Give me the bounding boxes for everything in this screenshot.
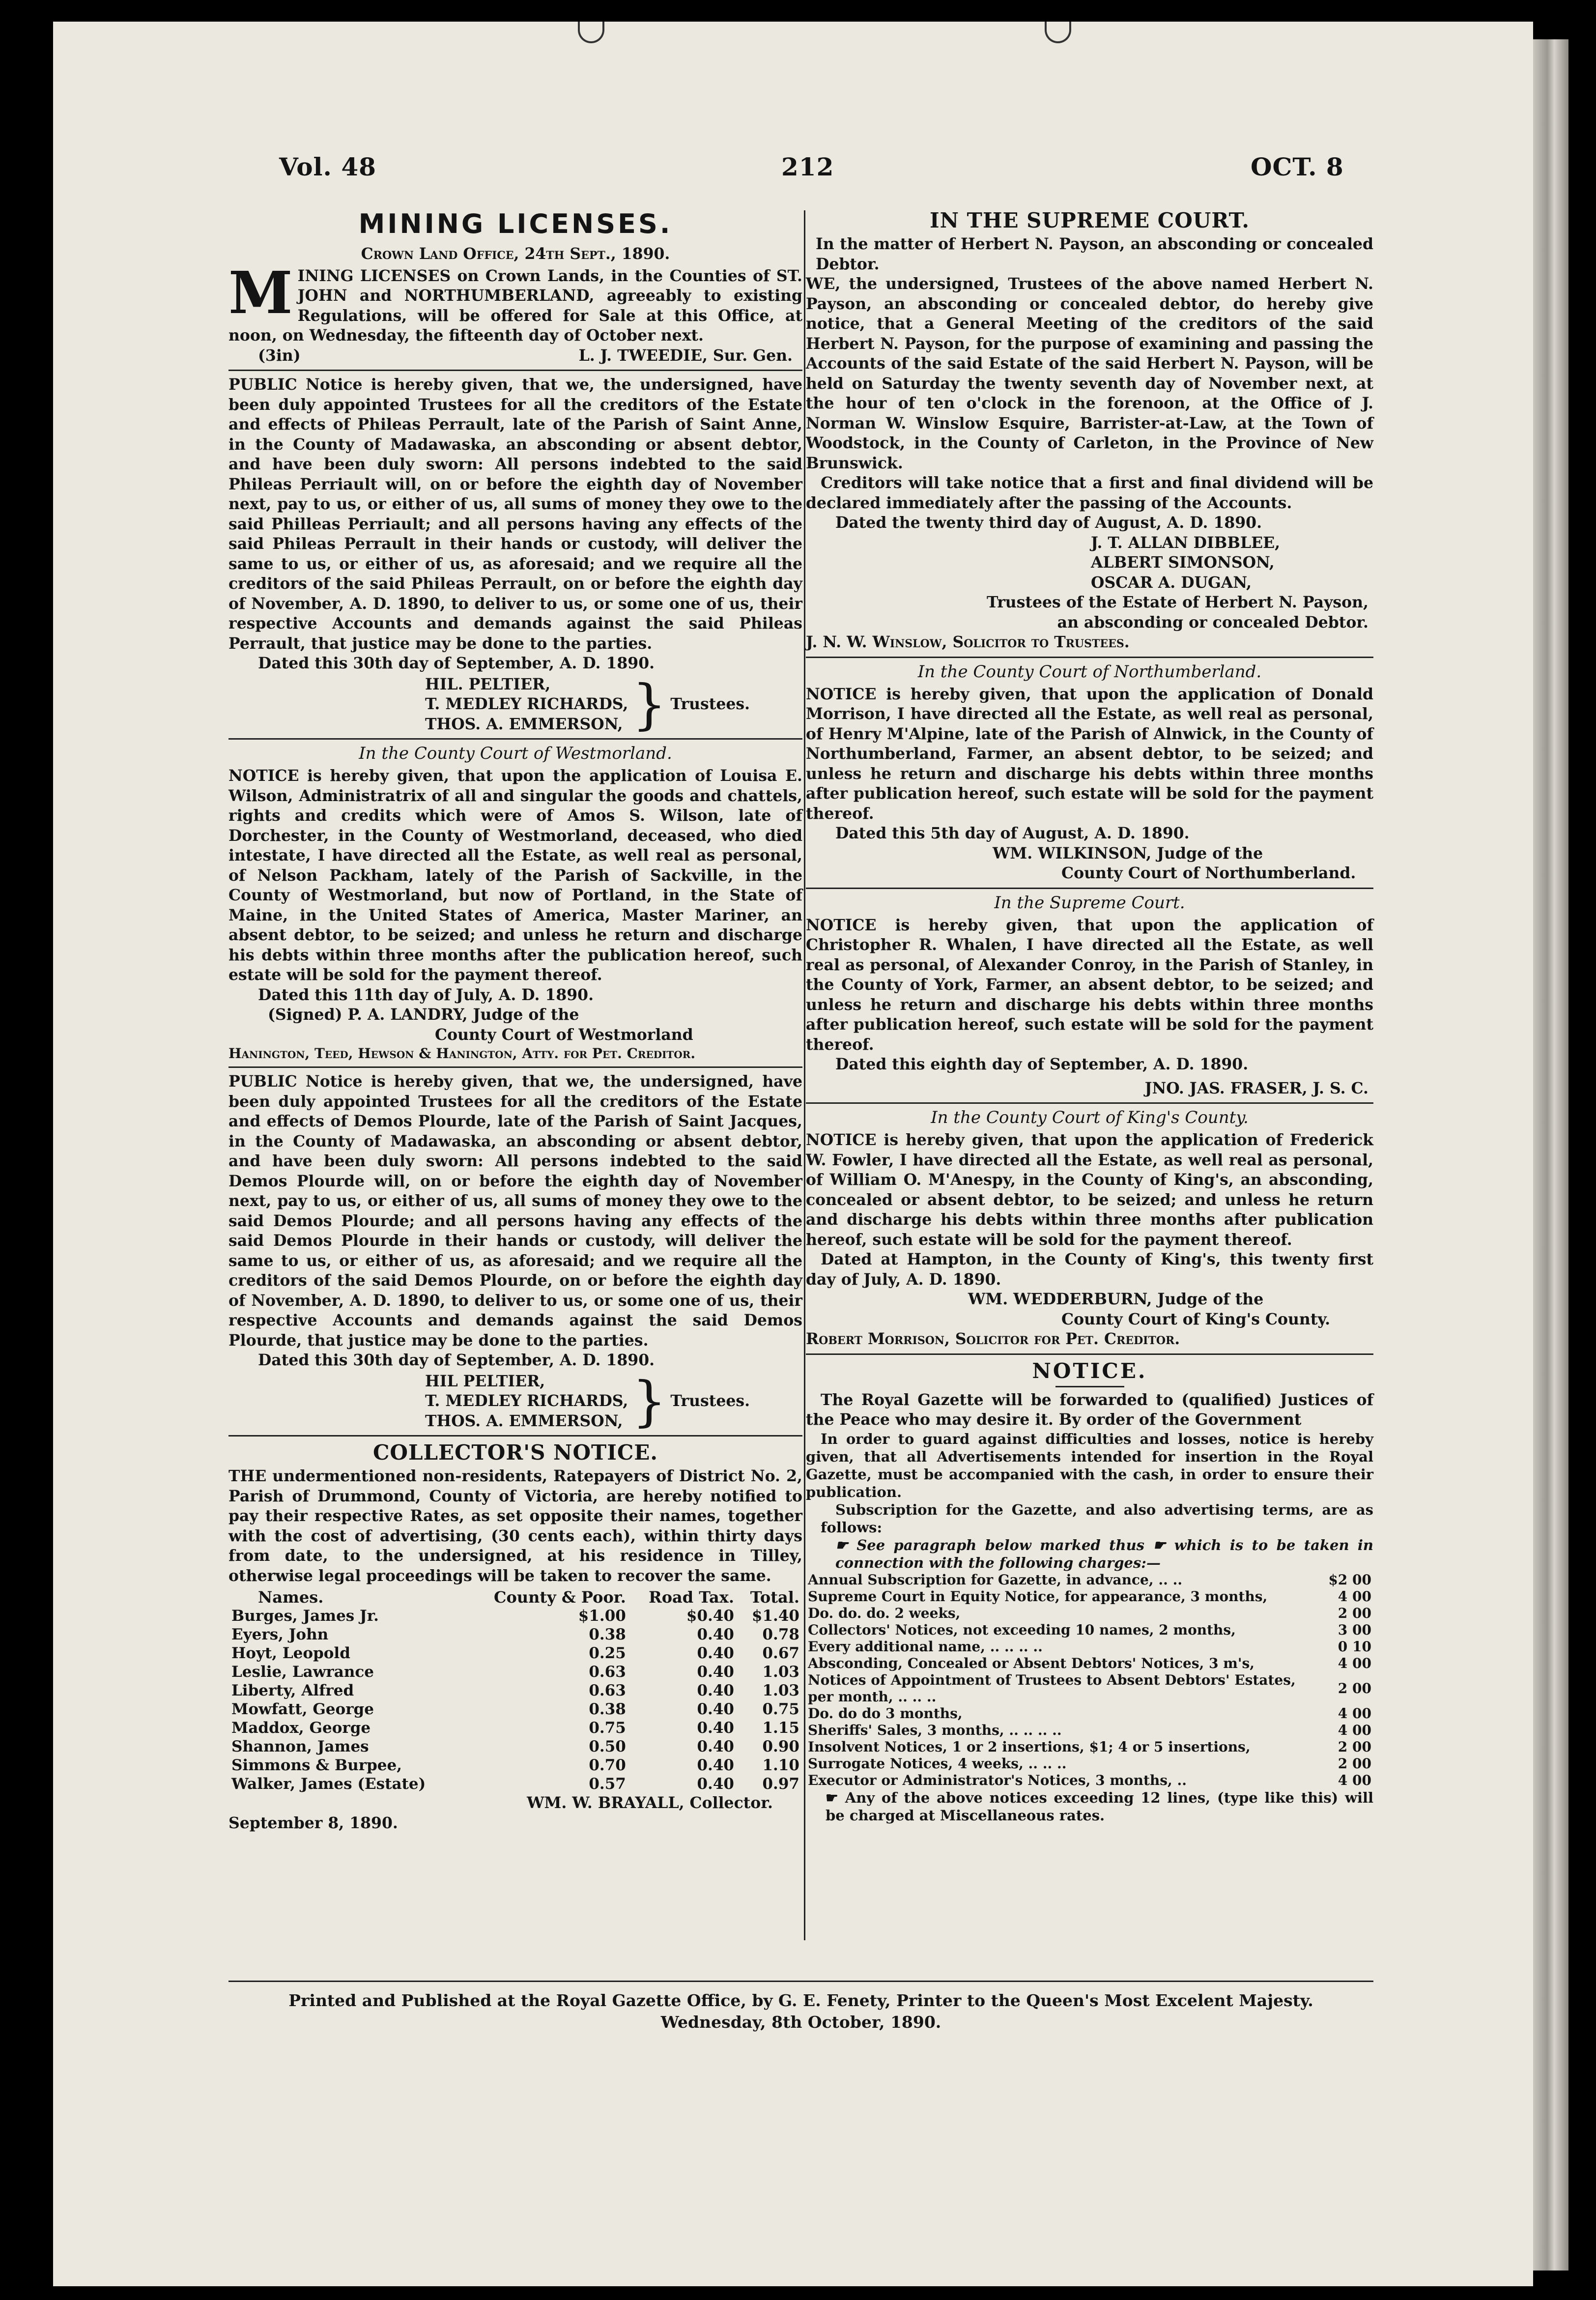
perrault-trustees: [425, 675, 802, 735]
charge-amount: $2 00: [1328, 1571, 1371, 1588]
charge-amount: 2 00: [1338, 1738, 1371, 1755]
payson-dated: Dated the twenty third day of August, A. D. 1890.: [835, 514, 1262, 532]
drop-cap: M: [228, 258, 293, 327]
table-row: [806, 1622, 1373, 1639]
page-number: 212: [781, 152, 834, 181]
mining-ref: (3in): [258, 346, 301, 365]
westmorland-dated: Dated this 11th day of July, A. D. 1890.: [258, 985, 594, 1004]
rate-value: 0.67: [762, 1644, 799, 1662]
conroy-dated: Dated this eighth day of September, A. D. 1890.: [835, 1055, 1249, 1073]
table-row: [806, 1605, 1373, 1622]
westmorland-body: NOTICE is hereby given, that upon the application of Louisa E. Wilson, Administratrix of all and singular the goods and chattels, rights and credits which were of Amos S. Wilson, late of Dorchester, in the County of Westmorland, deceased, who died intestate, I have directed all the Estate, as well real as personal, of Nelson Packham, lately of the Parish of Sackville, in the County of Westmorland, but now of Portland, in the State of Maine, in the United States of America, Master Mariner, an absent debtor, to be seized; and unless he return and discharge his debts within three months after the publication hereof, such estate will be sold for the payment thereof.: [228, 767, 802, 984]
rate-value: 0.50: [589, 1738, 626, 1755]
payson-trustees-role: Trustees of the Estate of Herbert N. Payson,: [987, 593, 1368, 611]
kings-solicitor: Robert Morrison, Solicitor for Pet. Creditor.: [806, 1330, 1180, 1348]
table-row: [806, 1739, 1373, 1755]
northumberland-signature: WM. WILKINSON, Judge of the: [993, 844, 1263, 862]
table-row: [806, 1588, 1373, 1605]
rate-value: 1.10: [762, 1756, 799, 1774]
collector-notice: [228, 1440, 802, 1833]
collector-signature: WM. W. BRAYALL, Collector.: [527, 1794, 773, 1812]
charge-description: Absconding, Concealed or Absent Debtors' Notices, 3 m's,: [808, 1655, 1255, 1671]
northumberland-dated: Dated this 5th day of August, A. D. 1890.: [835, 824, 1190, 842]
plourde-notice: [228, 1072, 802, 1431]
plourde-dated: Dated this 30th day of September, A. D. 1890.: [258, 1351, 655, 1369]
perrault-notice: [228, 375, 802, 734]
charge-amount: 2 00: [1338, 1755, 1371, 1772]
punch-hole-right: [1045, 22, 1071, 43]
northumberland-body: NOTICE is hereby given, that upon the application of Donald Morrison, I have directed all the Estate, as well real as personal, of Henry M'Alpine, late of the Parish of Alnwick, in the County of Northumberland, Farmer, an absent debtor, to be seized; and unless he return and discharge his debts within three months after publication hereof, such estate will be sold for the payment thereof.: [806, 685, 1373, 823]
table-row: [806, 1672, 1373, 1705]
collector-title: COLLECTOR'S NOTICE.: [372, 1440, 658, 1465]
rate-value: 0.90: [762, 1738, 799, 1755]
footer-rule: [228, 1981, 1373, 1982]
kings-body: NOTICE is hereby given, that upon the application of Frederick W. Fowler, I have directed all the Estate, as well real as personal, of William O. M'Anespy, in the County of King's, an absconding, concealed or absent debtor, to be seized; and unless he return and discharge his debts within three months after publication hereof, such estate will be sold for the payment thereof.: [806, 1131, 1373, 1249]
table-row: [228, 1607, 802, 1625]
charge-description: Collectors' Notices, not exceeding 10 names, 2 months,: [808, 1621, 1236, 1638]
table-row: [228, 1644, 802, 1663]
perrault-body: PUBLIC Notice is hereby given, that we, the undersigned, have been duly appointed Trustees for all the creditors of the Estate and effects of Phileas Perrault, late of the Parish of Saint Anne, in the County of Madawaska, an absconding or absent debtor, and have been duly sworn: All persons indebted to the said Phileas Perriault will, on or before the eighth day of November next, pay to us, or either of us, all sums of money they owe to the said Philleas Perriault; and all persons having any effects of the said Phileas Perrault in their hands or custody, will deliver the same to us, or either of us, as aforesaid; and we require all the creditors of the said Phileas Perrault, on or before the eighth day of November, A. D. 1890, to deliver to us, or some one of us, their respective Accounts and demands against the said Phileas Perrault, that justice may be done to the parties.: [228, 375, 802, 653]
rate-value: 0.75: [762, 1700, 799, 1718]
table-row: [806, 1755, 1373, 1772]
trustee-role: Trustees.: [670, 695, 750, 713]
left-column: [228, 206, 802, 1833]
divider: [806, 1102, 1373, 1104]
divider: [228, 738, 802, 740]
payson-body: WE, the undersigned, Trustees of the above named Herbert N. Payson, an absconding or concealed debtor, do hereby give notice, that a General Meeting of the creditors of the said Herbert N. Payson, for the purpose of examining and passing the Accounts of the said Estate of the said Herbert N. Payson, will be held on Saturday the twenty seventh day of November next, at the hour of ten o'clock in the forenoon, at the Office of J. Norman W. Winslow Esquire, Barrister-at-Law, at the Town of Woodstock, in the County of Carleton, in the Province of New Brunswick.: [806, 275, 1373, 472]
kings-court: In the County Court of King's County.: [931, 1108, 1249, 1127]
northumberland-court: In the County Court of Northumberland.: [917, 661, 1262, 682]
rate-value: 0.38: [589, 1626, 626, 1643]
table-row: [228, 1681, 802, 1700]
collector-body: THE undermentioned non-residents, Ratepayers of District No. 2, Parish of Drummond, County of Victoria, are hereby notified to pay their respective Rates, as set opposite their names, together with the cost of advertising, (30 cents each), within thirty days from date, to the undersigned, at his residence in Tilley, otherwise legal proceedings will be taken to recover the same.: [228, 1467, 802, 1585]
notice-title: NOTICE.: [1032, 1358, 1147, 1383]
northumberland-notice: [806, 662, 1373, 884]
rate-value: 0.78: [762, 1626, 799, 1643]
printer-imprint: Printed and Published at the Royal Gazette Office, by G. E. Fenety, Printer to the Queen's Most Excelent Majesty.: [288, 1991, 1313, 2010]
charge-amount: 4 00: [1338, 1722, 1371, 1738]
supreme-court-heading: In the Supreme Court.: [994, 892, 1185, 913]
trustee-role: Trustees.: [670, 1392, 750, 1410]
kings-notice: [806, 1108, 1373, 1350]
conroy-notice: [806, 893, 1373, 1099]
issue-date: OCT. 8: [1251, 152, 1344, 181]
column-header: Total.: [750, 1588, 799, 1607]
trustee-name: ALBERT SIMONSON,: [1091, 553, 1275, 572]
ratepayer-name: Mowfatt, George: [231, 1700, 374, 1718]
rates-table: [228, 1588, 802, 1793]
supreme-court-title: IN THE SUPREME COURT.: [929, 208, 1250, 232]
table-row: [806, 1772, 1373, 1789]
trustee-name: HIL PELTIER,: [425, 1372, 545, 1390]
payson-notice: [806, 208, 1373, 653]
rate-value: 1.03: [762, 1682, 799, 1699]
rate-value: 0.25: [589, 1644, 626, 1662]
table-row: [806, 1655, 1373, 1672]
charge-description: Surrogate Notices, 4 weeks, .. .. ..: [808, 1755, 1067, 1772]
notice-justices: The Royal Gazette will be forwarded to (qualified) Justices of the Peace who may desire it. By order of the Government: [806, 1390, 1373, 1429]
rate-value: 0.63: [589, 1663, 626, 1681]
conroy-signature: JNO. JAS. FRASER, J. S. C.: [1144, 1079, 1368, 1097]
gazette-terms-notice: [806, 1359, 1373, 1824]
payson-trustees-role-cont: an absconding or concealed Debtor.: [1057, 613, 1368, 632]
divider: [806, 1353, 1373, 1355]
rate-value: 0.97: [762, 1775, 799, 1793]
trustee-name: HIL. PELTIER,: [425, 675, 551, 693]
rate-value: 0.40: [697, 1719, 734, 1737]
trustee-name: T. MEDLEY RICHARDS,: [425, 1392, 628, 1410]
brace-glyph: }: [632, 673, 667, 736]
kings-signature: WM. WEDDERBURN, Judge of the: [968, 1290, 1264, 1308]
table-row: [228, 1663, 802, 1681]
rate-value: 0.40: [697, 1700, 734, 1718]
charge-description: Supreme Court in Equity Notice, for appearance, 3 months,: [808, 1588, 1268, 1605]
punch-hole-left: [578, 22, 604, 43]
column-header: Names.: [258, 1588, 324, 1607]
rate-value: $0.40: [686, 1607, 734, 1625]
rate-value: 0.75: [589, 1719, 626, 1737]
mining-dateline: Crown Land Office, 24th Sept., 1890.: [361, 245, 670, 263]
ratepayer-name: Shannon, James: [231, 1738, 369, 1755]
trustee-name: THOS. A. EMMERSON,: [425, 1411, 623, 1430]
notice-advertisements: In order to guard against difficulties and losses, notice is hereby given, that all Advertisements intended for insertion in the Royal Gazette, must be accompanied with the cash, in order to ensure their publication.: [806, 1430, 1373, 1500]
right-column: [806, 206, 1373, 1824]
collector-dated: September 8, 1890.: [228, 1813, 398, 1832]
rate-value: 1.15: [762, 1719, 799, 1737]
charge-description: Annual Subscription for Gazette, in advance, .. ..: [808, 1571, 1183, 1588]
payson-solicitor: J. N. W. Winslow, Solicitor to Trustees.: [806, 633, 1130, 651]
northumberland-signature-title: County Court of Northumberland.: [1061, 864, 1356, 882]
rate-value: 0.38: [589, 1700, 626, 1718]
plourde-body: PUBLIC Notice is hereby given, that we, the undersigned, have been duly appointed Trustees for all the creditors of the Estate and effects of Demos Plourde, late of the Parish of Saint Jacques, in the County of Madawaska, an absconding or absent debtor, and have been duly sworn: All persons indebted to the said Demos Plourde will, on or before the eighth day of November next, pay to us, or either of us, all sums of money they owe to the said Demos Plourde; and all persons having any effects of the said Demos Plourde in their hands or custody, will deliver the same to us, or either of us, as aforesaid; and we require all the creditors of the said Demos Plourde, on or before the eighth day of November, A. D. 1890, to deliver to us, or some one of us, their respective Accounts and demands against the said Demos Plourde, that justice may be done to the parties.: [228, 1072, 802, 1350]
kings-dated: Dated at Hampton, in the County of King's, this twenty first day of July, A. D. 1890.: [806, 1250, 1373, 1289]
table-row: [228, 1700, 802, 1719]
divider: [228, 370, 802, 371]
charge-amount: 4 00: [1338, 1655, 1371, 1671]
rate-value: 1.03: [762, 1663, 799, 1681]
table-row: [806, 1705, 1373, 1722]
rate-value: 0.57: [589, 1775, 626, 1793]
page-footer: [228, 1981, 1373, 2033]
charge-amount: 4 00: [1338, 1705, 1371, 1722]
ratepayer-name: Eyers, John: [231, 1626, 329, 1643]
table-row: [228, 1775, 802, 1793]
rate-value: 0.40: [697, 1756, 734, 1774]
rate-value: $1.00: [578, 1607, 626, 1625]
charge-amount: 4 00: [1338, 1588, 1371, 1605]
page-edge-stack: [1533, 39, 1568, 2271]
charge-description: Insolvent Notices, 1 or 2 insertions, $1; 4 or 5 insertions,: [808, 1738, 1251, 1755]
plourde-trustees: [425, 1372, 802, 1432]
table-row: [806, 1572, 1373, 1588]
divider: [806, 888, 1373, 889]
rate-value: 0.40: [697, 1626, 734, 1643]
rate-value: 0.40: [697, 1682, 734, 1699]
charge-description: Do. do. do. 2 weeks,: [808, 1605, 961, 1621]
divider: [228, 1435, 802, 1437]
table-row: [228, 1756, 802, 1775]
rate-value: 0.40: [697, 1775, 734, 1793]
table-row: [228, 1737, 802, 1756]
rate-value: 0.40: [697, 1738, 734, 1755]
trustee-name: T. MEDLEY RICHARDS,: [425, 695, 628, 713]
ratepayer-name: Leslie, Lawrance: [231, 1663, 374, 1681]
notice-excess-lines: ☛ Any of the above notices exceeding 12 lines, (type like this) will be charged at Miscellaneous rates.: [826, 1789, 1373, 1824]
ratepayer-name: Walker, James (Estate): [231, 1775, 426, 1793]
table-header-row: [228, 1588, 802, 1607]
volume-number: Vol. 48: [279, 152, 376, 181]
ratepayer-name: Simmons & Burpee,: [231, 1756, 402, 1774]
rate-value: $1.40: [751, 1607, 799, 1625]
column-header: County & Poor.: [494, 1588, 626, 1607]
charge-amount: 2 00: [1338, 1680, 1371, 1696]
charge-description: Executor or Administrator's Notices, 3 months, ..: [808, 1772, 1187, 1788]
ratepayer-name: Maddox, George: [231, 1719, 371, 1737]
notice-subscription: Subscription for the Gazette, and also advertising terms, are as follows:: [821, 1501, 1373, 1536]
brace-glyph: }: [632, 1370, 667, 1433]
kings-signature-title: County Court of King's County.: [1061, 1310, 1331, 1328]
notice-pointer-paragraph: ☛ See paragraph below marked thus ☛ which is to be taken in connection with the following charges:—: [835, 1536, 1373, 1571]
table-row: [806, 1722, 1373, 1739]
charge-amount: 0 10: [1338, 1638, 1371, 1655]
westmorland-attorneys: Hanington, Teed, Hewson & Hanington, Atty. for Pet. Creditor.: [228, 1045, 696, 1062]
perrault-dated: Dated this 30th day of September, A. D. 1890.: [258, 654, 655, 672]
payson-matter: In the matter of Herbert N. Payson, an absconding or concealed Debtor.: [816, 235, 1373, 273]
short-rule: [1055, 1386, 1124, 1387]
mining-signature: L. J. TWEEDIE, Sur. Gen.: [578, 346, 793, 365]
rate-value: 0.70: [589, 1756, 626, 1774]
trustee-name: J. T. ALLAN DIBBLEE,: [1091, 533, 1281, 552]
column-header: Road Tax.: [649, 1588, 734, 1607]
publication-date: Wednesday, 8th October, 1890.: [660, 2012, 941, 2032]
table-row: [228, 1625, 802, 1644]
divider: [228, 1066, 802, 1068]
table-row: [806, 1639, 1373, 1655]
charge-amount: 3 00: [1338, 1621, 1371, 1638]
westmorland-signature-title: County Court of Westmorland: [435, 1025, 693, 1044]
mining-title: MINING LICENSES.: [358, 208, 673, 239]
charge-description: Sheriffs' Sales, 3 months, .. .. .. ..: [808, 1722, 1062, 1738]
charge-description: Notices of Appointment of Trustees to Absent Debtors' Estates, per month, .. .. ..: [808, 1671, 1296, 1705]
charge-description: Every additional name, .. .. .. ..: [808, 1638, 1043, 1655]
charge-description: Do. do do 3 months,: [808, 1705, 963, 1722]
westmorland-signature: (Signed) P. A. LANDRY, Judge of the: [268, 1006, 579, 1024]
trustee-name: OSCAR A. DUGAN,: [1091, 573, 1252, 592]
westmorland-notice: [228, 744, 802, 1063]
column-divider: [804, 210, 805, 1940]
table-row: [228, 1719, 802, 1737]
charge-amount: 4 00: [1338, 1772, 1371, 1788]
westmorland-court: In the County Court of Westmorland.: [359, 744, 672, 763]
ratepayer-name: Liberty, Alfred: [231, 1682, 354, 1699]
ratepayer-name: Hoyt, Leopold: [231, 1644, 350, 1662]
trustee-name: THOS. A. EMMERSON,: [425, 715, 623, 733]
ratepayer-name: Burges, James Jr.: [231, 1607, 379, 1625]
rate-value: 0.63: [589, 1682, 626, 1699]
conroy-body: NOTICE is hereby given, that upon the application of Christopher R. Whalen, I have directed all the Estate, as well real as personal, of Alexander Conroy, in the Parish of Stanley, in the County of York, Farmer, an absent debtor, to be seized; and unless he return and discharge his debts within three months after publication hereof, such estate will be sold for the payment thereof.: [806, 916, 1373, 1054]
rate-value: 0.40: [697, 1644, 734, 1662]
charge-amount: 2 00: [1338, 1605, 1371, 1621]
mining-licenses-notice: [228, 208, 802, 366]
payson-dividend: Creditors will take notice that a first and final dividend will be declared immediately after the passing of the Accounts.: [806, 474, 1373, 512]
charges-table: [806, 1572, 1373, 1789]
rate-value: 0.40: [697, 1663, 734, 1681]
mining-body: INING LICENSES on Crown Lands, in the Counties of ST. JOHN and NORTHUMBERLAND, agreeably to existing Regulations, will be offered for Sale at this Office, at noon, on Wednesday, the fifteenth day of October next.: [228, 266, 802, 345]
divider: [806, 657, 1373, 658]
